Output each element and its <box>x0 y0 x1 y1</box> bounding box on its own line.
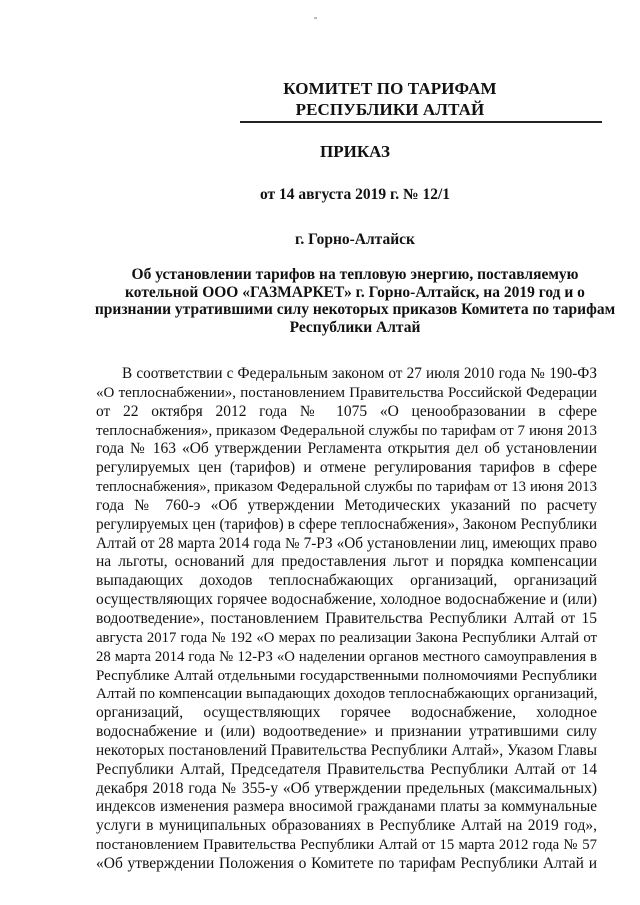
document-city: г. Горно-Алтайск <box>295 231 415 248</box>
body-text-line: некоторых постановлений Правительства Республики Алтай», Указом Главы <box>96 741 597 759</box>
title-line: признании утратившими силу некоторых приказов Комитета по тарифам <box>94 301 616 318</box>
header-rule <box>240 121 602 123</box>
body-text-line: «Об утверждении Положения о Комитете по тарифам Республики Алтай и <box>96 854 597 872</box>
body-text-line: августа 2017 года № 192 «О мерах по реализации Закона Республики Алтай от <box>96 629 597 646</box>
body-text-line: «О теплоснабжении», постановлением Правительства Российской Федерации <box>96 384 597 401</box>
body-text-line: услуги в муниципальных образованиях в Республике Алтай на 2019 год», <box>96 817 597 835</box>
body-text-line: декабря 2018 года № 355-у «Об утверждении предельных (максимальных) <box>96 779 597 797</box>
body-text-line: Республики Алтай, Председателя Правительства Республики Алтай от 14 <box>96 760 597 778</box>
body-text-line: В соответствии с Федеральным законом от 27 июля 2010 года № 190-ФЗ <box>122 365 597 382</box>
document-type: ПРИКАЗ <box>320 142 390 161</box>
body-text-line: организаций, осуществляющих горячее водоснабжение, холодное <box>96 704 597 722</box>
body-text-line: Алтай от 28 марта 2014 года № 7-РЗ «Об установлении лиц, имеющих право <box>96 534 597 552</box>
body-text-line: на льготы, оснований для предоставления льгот и порядка компенсации <box>96 553 597 571</box>
document-date-number: от 14 августа 2019 г. № 12/1 <box>259 186 451 203</box>
title-line: Республики Алтай <box>289 318 421 336</box>
body-text-line: года № 163 «Об утверждении Регламента открытия дел об установлении <box>96 440 597 458</box>
body-text-line: индексов изменения размера вносимой гражданами платы за коммунальные <box>96 798 597 816</box>
body-text-line: выпадающих доходов теплоснабжающих организаций, организаций <box>96 572 597 590</box>
document-title <box>90 266 620 336</box>
body-text-line: Республике Алтай отдельными государственными полномочиями Республики <box>96 667 597 684</box>
document-body <box>96 365 597 874</box>
body-text-line: 28 марта 2014 года № 12-РЗ «О наделении органов местного самоуправления в <box>96 648 597 665</box>
body-text-line: от 22 октября 2012 года № 1075 «О ценообразовании в сфере <box>96 402 597 420</box>
body-text-line: регулируемых цен (тарифов) в сфере теплоснабжения», Законом Республики <box>96 515 597 533</box>
body-text-line: осуществляющих горячее водоснабжение, холодное водоснабжение и (или) <box>96 591 597 609</box>
body-text-line: Алтай по компенсации выпадающих доходов теплоснабжающих организаций, <box>96 686 598 703</box>
organization-name-line2: РЕСПУБЛИКИ АЛТАЙ <box>295 100 485 119</box>
body-text-line: постановлением Правительства Республики Алтай от 15 марта 2012 года № 57 <box>96 837 597 854</box>
body-text-line: регулируемых цен (тарифов) и отмене регулирования тарифов в сфере <box>96 459 597 477</box>
organization-name-line1: КОМИТЕТ ПО ТАРИФАМ <box>283 79 497 98</box>
body-text-line: водоотведение», постановлением Правительства Республики Алтай от 15 <box>96 609 597 627</box>
title-line: котельной ООО «ГАЗМАРКЕТ» г. Горно-Алтайск, на 2019 год и о <box>125 283 585 301</box>
body-text-line: теплоснабжения», приказом Федеральной службы по тарифам от 7 июня 2013 <box>96 422 597 439</box>
title-line: Об установлении тарифов на тепловую энергию, поставляемую <box>131 266 579 283</box>
body-text-line: года № 760-э «Об утверждении Методических указаний по расчету <box>96 496 597 514</box>
body-text-line: теплоснабжения», приказом Федеральной службы по тарифам от 13 июня 2013 <box>96 479 597 496</box>
scan-speck <box>314 17 317 19</box>
body-text-line: водоснабжение и (или) водоотведение» и признании утратившими силу <box>96 723 597 741</box>
